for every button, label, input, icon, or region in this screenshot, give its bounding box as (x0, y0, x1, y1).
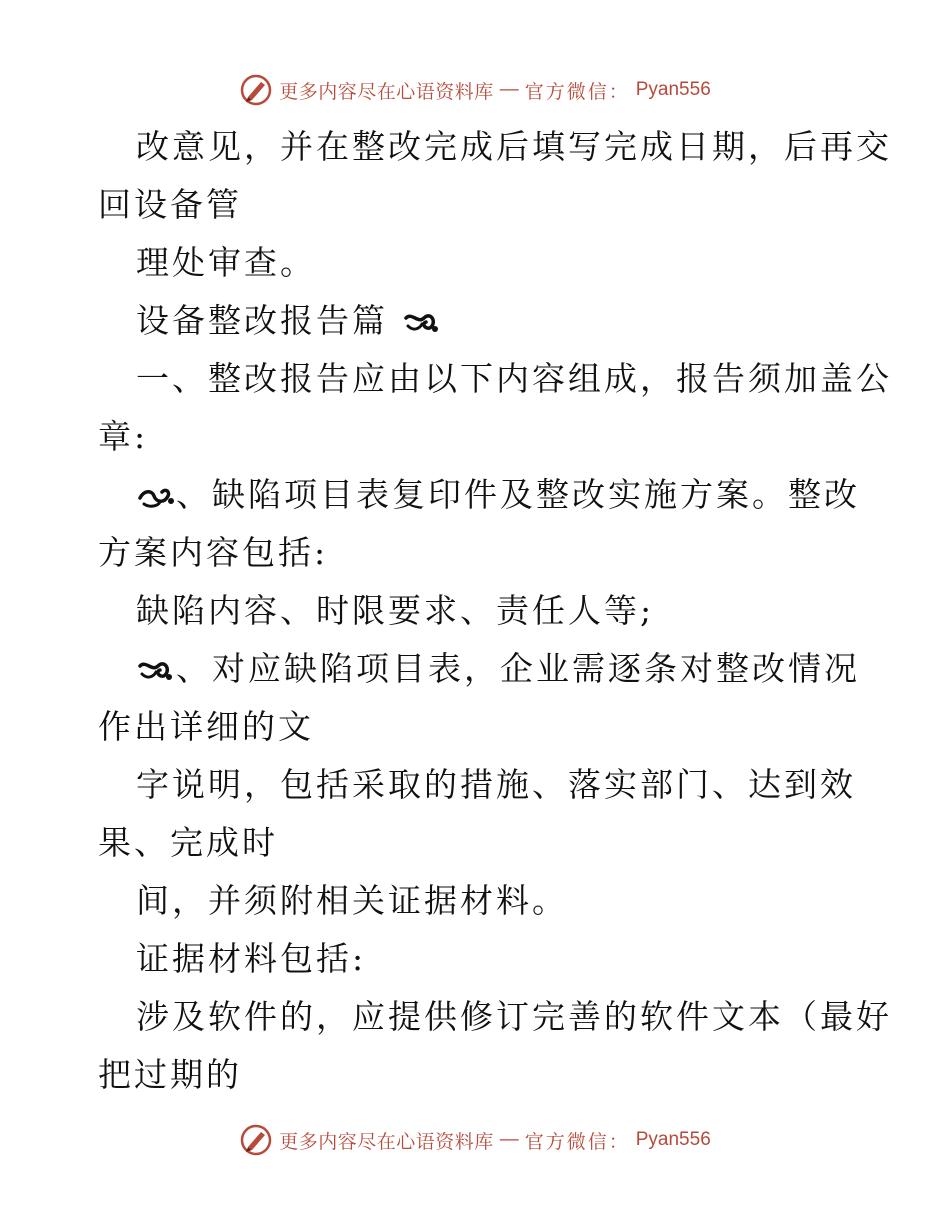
ornament-icon (402, 310, 442, 336)
list-item-text: 、缺陷项目表复印件及整改实施方案。整改 (176, 475, 860, 514)
banner-wechat-id: Pyan556 (635, 79, 711, 100)
footer-banner (0, 1120, 950, 1160)
list-item (98, 640, 858, 698)
section-heading-text: 设备整改报告篇 (136, 301, 388, 340)
banner-separator: — (499, 1129, 519, 1150)
header-banner (0, 70, 950, 110)
ornament-icon (136, 658, 176, 684)
text-line: 章: (98, 417, 149, 456)
text-line: 改意见，并在整改完成后填写完成日期，后再交 (136, 127, 892, 166)
banner-text: 更多内容尽在心语资料库 (279, 80, 494, 103)
banner-wechat-label: 官方微信： (524, 1130, 630, 1153)
pen-logo-icon (239, 1123, 273, 1157)
banner-wechat-label: 官方微信： (524, 80, 630, 103)
text-line: 证据材料包括: (136, 939, 367, 978)
text-line: 回设备管 (98, 185, 242, 224)
list-item (98, 466, 858, 524)
list-item-text: 、对应缺陷项目表，企业需逐条对整改情况 (176, 649, 860, 688)
text-line: 一、整改报告应由以下内容组成，报告须加盖公 (136, 359, 892, 398)
banner-wechat-id: Pyan556 (635, 1129, 711, 1150)
text-line: 作出详细的文 (98, 707, 314, 746)
text-line: 理处审查。 (136, 243, 316, 282)
section-heading (98, 292, 858, 350)
text-line: 涉及软件的，应提供修订完善的软件文本（最好 (136, 997, 892, 1036)
text-line: 字说明，包括采取的措施、落实部门、达到效 (136, 765, 856, 804)
document-body (98, 118, 892, 1104)
banner-text: 更多内容尽在心语资料库 (279, 1130, 494, 1153)
text-line: 缺陷内容、时限要求、责任人等; (136, 591, 655, 630)
text-line: 果、完成时 (98, 823, 278, 862)
text-line: 把过期的 (98, 1055, 242, 1094)
text-line: 间，并须附相关证据材料。 (136, 881, 568, 920)
ornament-icon (136, 484, 176, 510)
pen-logo-icon (239, 73, 273, 107)
banner-separator: — (499, 79, 519, 100)
text-line: 方案内容包括: (98, 533, 329, 572)
